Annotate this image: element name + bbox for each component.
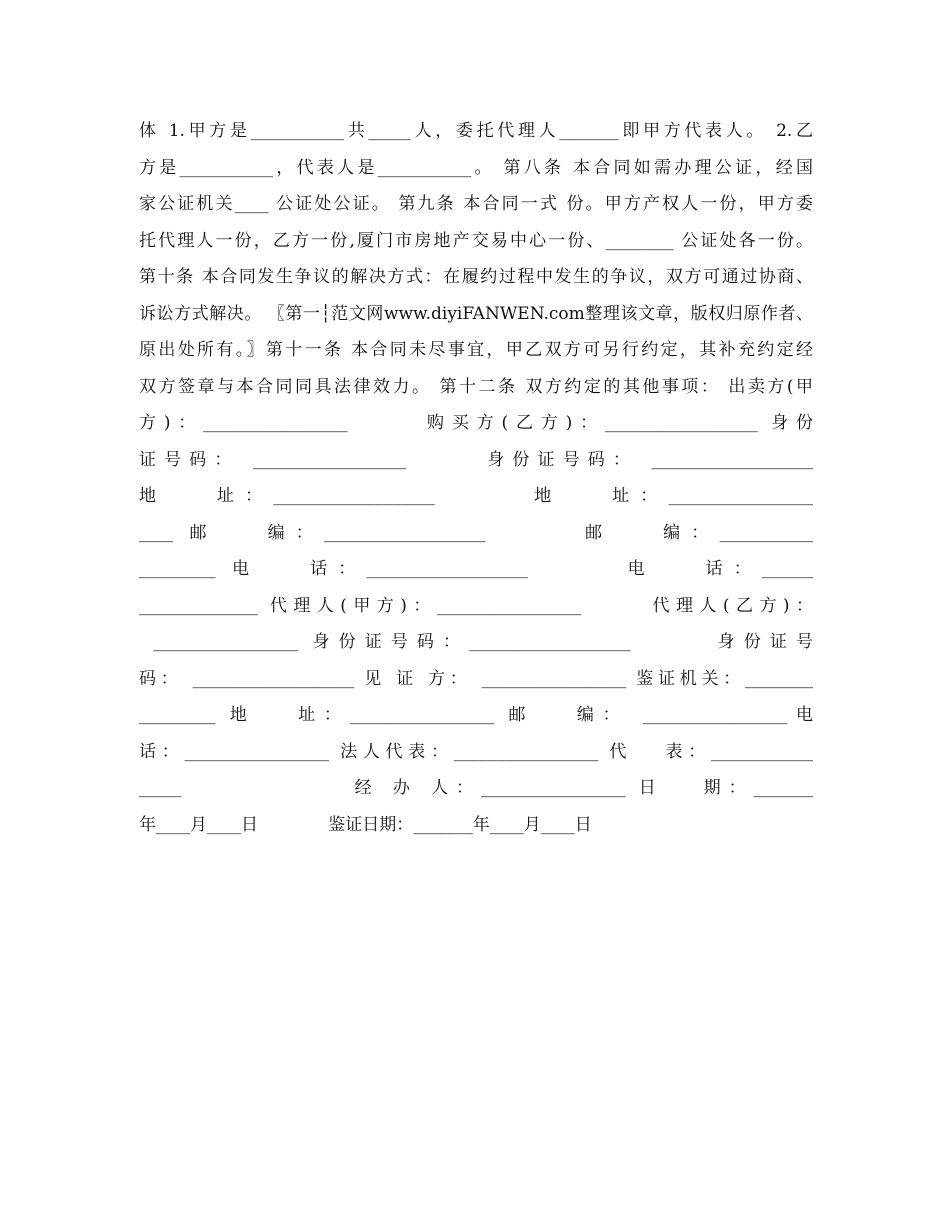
- document-line: ____ 邮 编：___________________ 邮 编：___________: [139, 523, 813, 543]
- document-line: _________ 地 址：_________________ 邮 编： _________________电: [139, 705, 813, 725]
- document-line: _____ 经 办 人：_________________ 日 期：_______: [139, 778, 813, 798]
- document-line: 年____月____日 鉴证日期：_______年____月____日: [139, 815, 592, 835]
- document-line: 原出处所有。〗第十一条 本合同未尽事宜，甲乙双方可另行约定，其补充约定经: [139, 340, 813, 360]
- document-line: 双方签章与本合同同具法律效力。 第十二条 双方约定的其他事项： 出卖方(甲: [139, 377, 813, 397]
- document-line: 托代理人一份，乙方一份,厦门市房地产交易中心一份、________ 公证处各一份。: [139, 231, 813, 251]
- document-line: 第十条 本合同发生争议的解决方式：在履约过程中发生的争议，双方可通过协商、: [139, 267, 813, 287]
- document-line: 证号码： __________________ 身份证号码： ___________________: [139, 450, 813, 470]
- document-line: 家公证机关____ 公证处公证。 第九条 本合同一式 份。甲方产权人一份，甲方委: [139, 194, 813, 214]
- document-line: 方是___________，代表人是___________。 第八条 本合同如需办理公证，经国: [139, 158, 813, 178]
- document-line: 诉讼方式解决。 〖第一┆范文网www.diyiFANWEN.com整理该文章，版权归原作者、: [139, 304, 813, 324]
- document-line: 地 址：___________________ 地 址：_________________: [139, 486, 813, 506]
- document-line: _________________ 身份证号码：___________________ 身份证号: [139, 632, 813, 652]
- document-line: 方)：_________________ 购买方(乙方)：__________________ 身份: [139, 413, 813, 433]
- document-line: ______________ 代理人(甲方)：_________________ 代理人(乙方)：: [139, 596, 813, 616]
- document-line: _________ 电 话：___________________ 电 话：______: [139, 559, 813, 579]
- document-line: 话：_________________ 法人代表：_________________ 代 表：____________: [139, 742, 813, 762]
- document-line: 码： ___________________ 见 证 方： _________________ 鉴证机关：________: [139, 669, 813, 689]
- document-line: 体 1.甲方是___________共_____人，委托代理人_______即甲方代表人。 2.乙: [139, 121, 813, 141]
